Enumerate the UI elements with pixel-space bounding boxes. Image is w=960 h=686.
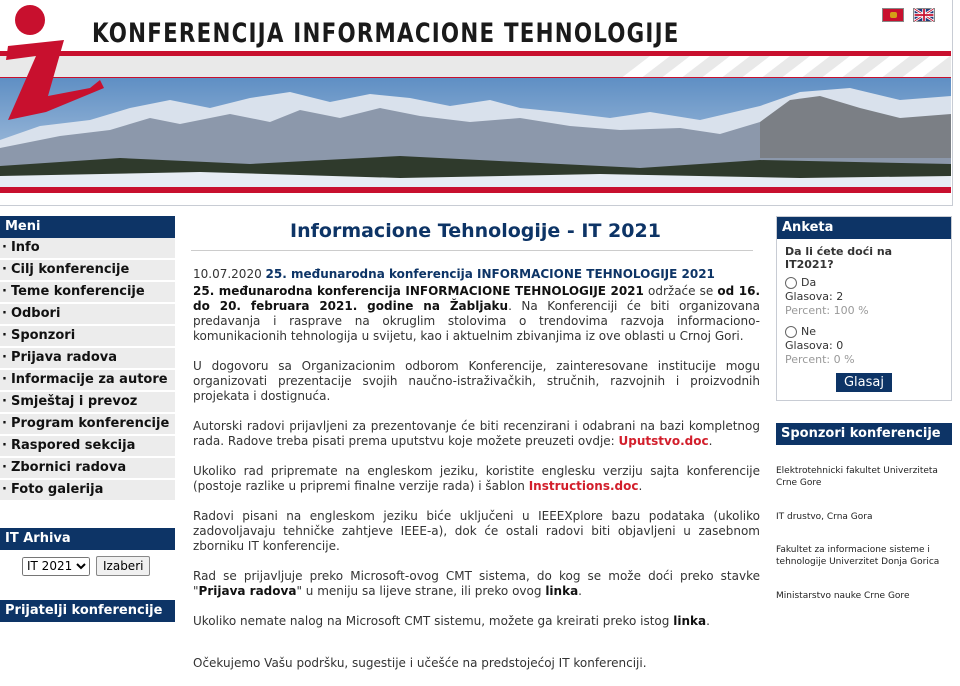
news-title-link[interactable]: 25. međunarodna konferencija INFORMACIONE TEHNOLOGIJE 2021	[265, 267, 715, 281]
friends-box	[0, 600, 175, 622]
radio-da[interactable]	[785, 277, 797, 289]
paragraph-english	[193, 464, 760, 494]
intro-bold: 25. međunarodna konferencija INFORMACIONE TEHNOLOGIJE 2021	[193, 284, 644, 298]
sponsors-title: Sponzori konferencije	[776, 423, 952, 445]
paragraph-intro	[193, 284, 760, 344]
main-content	[188, 212, 763, 686]
menu-item-zbornici[interactable]: · Zbornici radova	[0, 458, 175, 480]
menu-item-program[interactable]: · Program konferencije	[0, 414, 175, 436]
menu-item-label: Sponzori	[10, 328, 76, 343]
logo-i-icon[interactable]	[0, 0, 110, 125]
menu-item-label: Prijava radova	[10, 350, 118, 365]
author-papers-end: .	[708, 434, 713, 448]
menu-item-info[interactable]: · Info	[0, 238, 175, 260]
left-sidebar	[0, 216, 175, 622]
poll-percent: Percent: 100 %	[785, 304, 869, 317]
site-header	[0, 0, 960, 206]
sponsor-item[interactable]: Fakultet za informacione sisteme i tehnologije Univerzitet Donja Gorica	[776, 545, 940, 567]
friends-title: Prijatelji konferencije	[0, 600, 175, 622]
menu-item-label: Foto galerija	[10, 482, 104, 497]
english-end: .	[638, 479, 643, 493]
paragraph-closing: Očekujemo Vašu podršku, sugestije i učešće na predstojećoj IT konferenciji.	[193, 656, 647, 670]
uputstvo-link[interactable]: Uputstvo.doc	[618, 434, 709, 448]
news-date: 10.07.2020	[193, 267, 262, 281]
article-body	[188, 251, 763, 671]
menu-item-label: Raspored sekcija	[10, 438, 136, 453]
paragraph-cmt	[193, 569, 760, 599]
poll-percent: Percent: 0 %	[785, 353, 855, 366]
vote-button[interactable]: Glasaj	[836, 373, 892, 392]
english-text: Ukoliko rad pripremate na engleskom jeziku, koristite englesku verziju sajta konferencije (postoje razlike u pripremi finalne verzije rada) i šablon	[193, 464, 760, 493]
menu-item-label: Teme konferencije	[10, 284, 145, 299]
archive-title: IT Arhiva	[0, 528, 175, 550]
paragraph-presentations: U dogovoru sa Organizacionim odborom Konferencije, zainteresovane institucije mogu organizovati prezentacije svojih naučno-istraživačkih, stručnih, razvojnih i proizvodnih projekata i dostignuća.	[193, 359, 760, 403]
poll-box	[776, 216, 952, 401]
intro-rest: . Na Konferenciji će biti organizovana predavanja i rasprave na okruglim stolovima o trendovima razvoja informaciono-komunikacionih tehnologija u svijetu, kao i aktuelnim zbivanjima iz ove oblasti u Crnoj Gori.	[193, 299, 760, 343]
archive-box	[0, 528, 175, 580]
uk-flag-icon[interactable]	[913, 8, 935, 22]
sponsors-box	[776, 423, 952, 602]
poll-option-label: Da	[801, 276, 817, 289]
menu-item-label: Odbori	[10, 306, 61, 321]
menu-item-label: Cilj konferencije	[10, 262, 130, 277]
account-text: Ukoliko nemate nalog na Microsoft CMT sistemu, možete ga kreirati preko istog	[193, 614, 674, 628]
menu-item-cilj[interactable]: · Cilj konferencije	[0, 260, 175, 282]
author-papers-text: Autorski radovi prijavljeni za prezentovanje će biti recenzirani i odabrani na bazi kompletnog rada. Radove treba pisati prema uputstvu koje možete preuzeti ovdje:	[193, 419, 760, 448]
menu-title: Meni	[0, 216, 175, 238]
radio-ne[interactable]	[785, 326, 797, 338]
intro-mid: održaće se	[643, 284, 718, 298]
mountain-banner	[0, 78, 951, 190]
page-title: Informacione Tehnologije - IT 2021	[290, 220, 661, 242]
cmt-text-a: Rad se prijavljuje preko Microsoft-ovog CMT sistema, do kog se može doći preko stavke "	[193, 569, 760, 598]
poll-votes: Glasova: 0	[785, 339, 844, 352]
menu-item-label: Zbornici radova	[10, 460, 127, 475]
poll-option-ne[interactable]	[785, 324, 943, 339]
poll-option-da[interactable]	[785, 275, 943, 290]
menu-item-label: Program konferencije	[10, 416, 170, 431]
intro-dates: od 16. do 20. februara 2021. godine na Žabljaku	[193, 284, 760, 313]
account-link[interactable]: linka	[673, 614, 707, 628]
cmt-link[interactable]: linka	[545, 584, 579, 598]
menu-item-label: Info	[10, 240, 40, 255]
paragraph-author-papers	[193, 419, 760, 449]
paragraph-account	[193, 614, 760, 629]
menu-item-teme[interactable]: · Teme konferencije	[0, 282, 175, 304]
menu-item-raspored[interactable]: · Raspored sekcija	[0, 436, 175, 458]
menu-item-label: Smještaj i prevoz	[10, 394, 138, 409]
right-sidebar	[776, 216, 952, 602]
cmt-end: .	[578, 584, 582, 598]
sponsor-item[interactable]: Elektrotehnicki fakultet Univerziteta Crne Gore	[776, 466, 938, 488]
paragraph-ieee: Radovi pisani na engleskom jeziku biće uključeni u IEEEXplore bazu podataka (ukoliko zadovoljavaju tehničke zahtjeve IEEE-a), dok će ostali radovi biti objavljeni u zasebnom zborniku IT konferencije.	[193, 509, 760, 553]
instructions-link[interactable]: Instructions.doc	[528, 479, 639, 493]
news-header	[193, 267, 760, 282]
poll-title: Anketa	[777, 217, 951, 239]
archive-select[interactable]	[22, 557, 90, 576]
montenegro-flag-icon[interactable]	[882, 8, 904, 22]
cmt-menu-ref: Prijava radova	[198, 584, 297, 598]
main-menu	[0, 238, 175, 502]
menu-item-prijava[interactable]: · Prijava radova	[0, 348, 175, 370]
header-red-bar	[0, 187, 951, 193]
sponsor-item[interactable]: IT drustvo, Crna Gora	[776, 512, 873, 522]
menu-item-sponzori[interactable]: · Sponzori	[0, 326, 175, 348]
menu-item-informacije[interactable]: · Informacije za autore	[0, 370, 175, 392]
poll-form	[777, 239, 951, 400]
menu-item-smjestaj[interactable]: · Smještaj i prevoz	[0, 392, 175, 414]
site-title: KONFERENCIJA INFORMACIONE TEHNOLOGIJE	[92, 18, 680, 49]
account-end: .	[706, 614, 710, 628]
sponsor-item[interactable]: Ministarstvo nauke Crne Gore	[776, 591, 910, 601]
poll-votes: Glasova: 2	[785, 290, 844, 303]
header-stripes	[0, 51, 951, 79]
menu-item-label: Informacije za autore	[10, 372, 168, 387]
archive-form	[0, 550, 175, 580]
archive-submit-button[interactable]: Izaberi	[96, 556, 150, 576]
menu-item-foto[interactable]: · Foto galerija	[0, 480, 175, 502]
poll-question: Da li ćete doći na IT2021?	[785, 245, 893, 271]
menu-item-odbori[interactable]: · Odbori	[0, 304, 175, 326]
poll-option-label: Ne	[801, 325, 816, 338]
cmt-text-c: " u meniju sa lijeve strane, ili preko ovog	[296, 584, 546, 598]
